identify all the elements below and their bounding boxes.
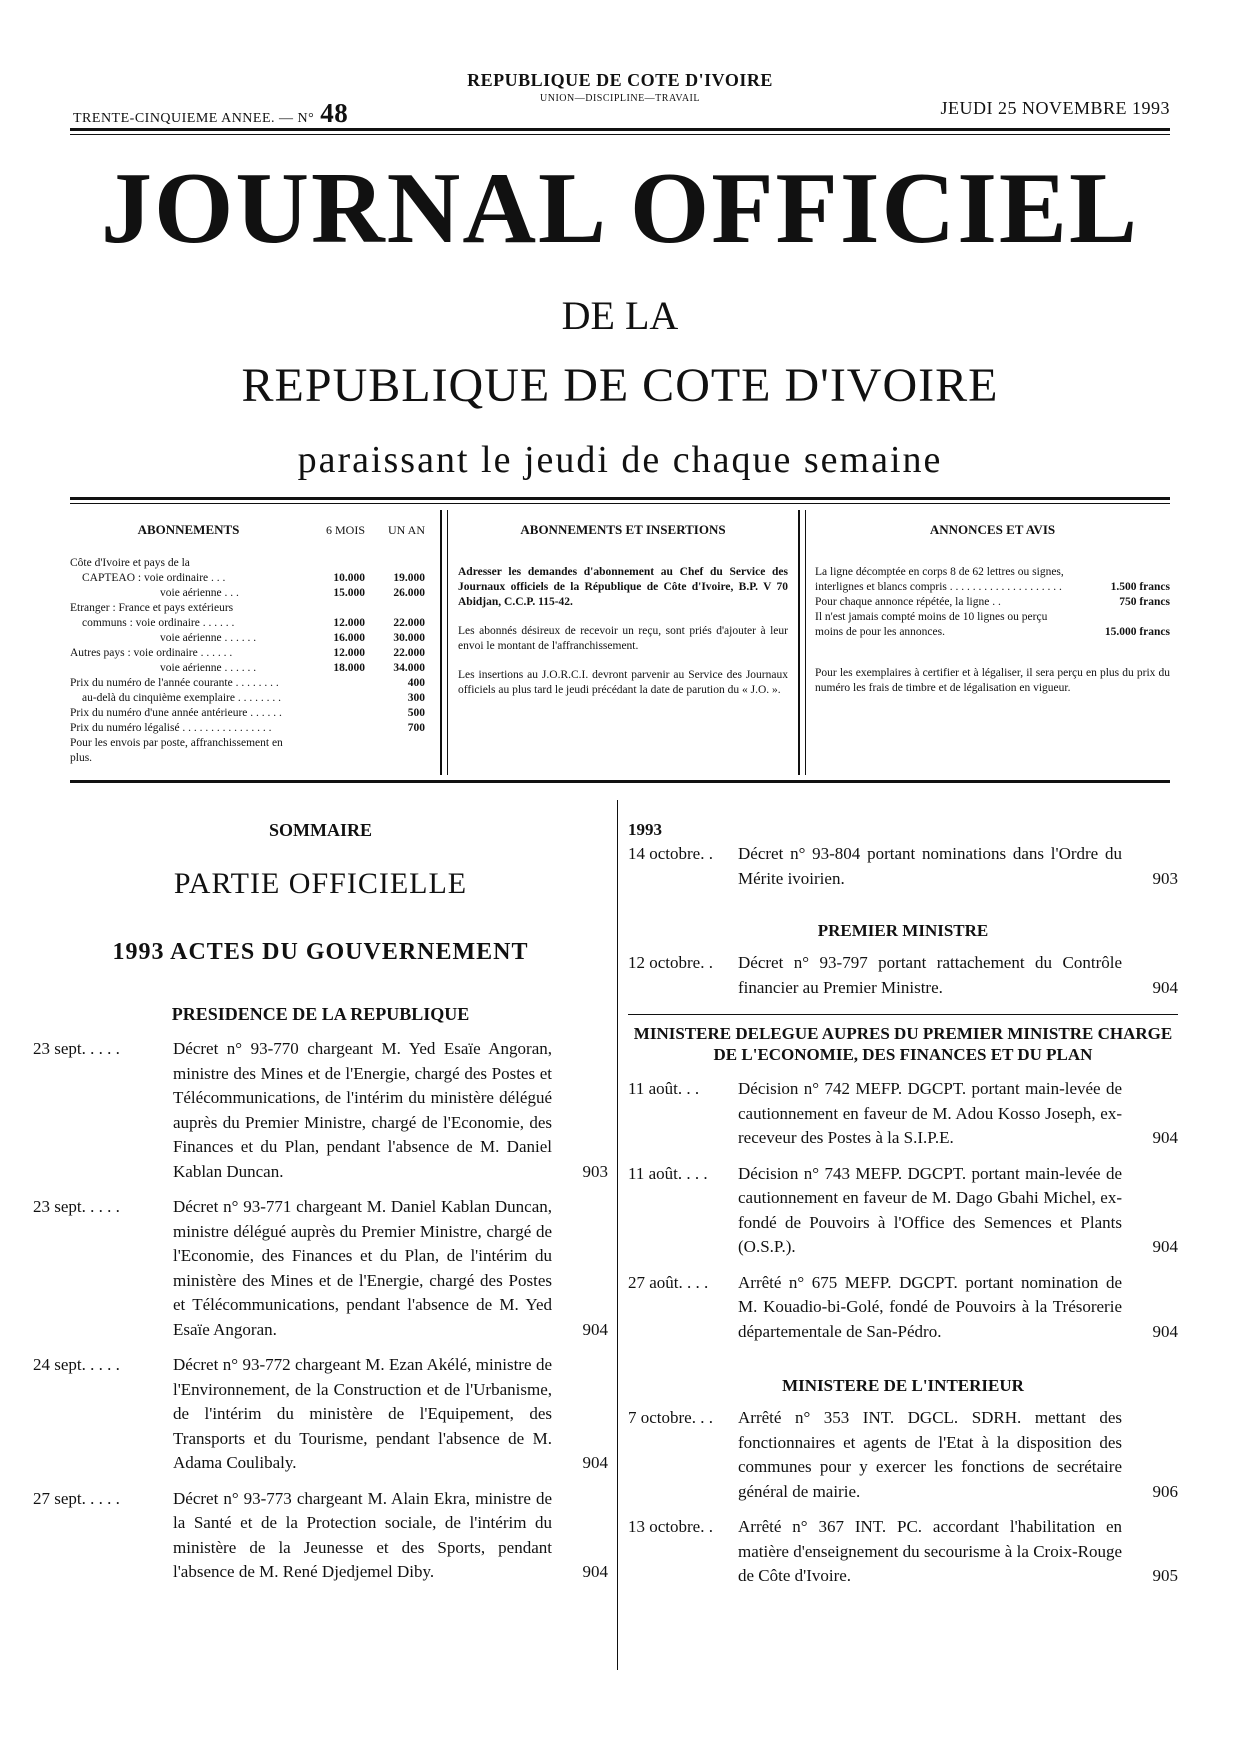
entry-date: 27 août. . . .	[628, 1272, 709, 1292]
issue-date: JEUDI 25 NOVEMBRE 1993	[940, 98, 1170, 118]
entry-date: 7 octobre. . .	[628, 1408, 713, 1427]
entry-date: 13 octobre. .	[628, 1517, 713, 1536]
interieur-entries	[628, 1406, 1178, 1589]
entry-date: 12 octobre. .	[628, 953, 713, 972]
entry-date: 23 sept. . . . .	[33, 1039, 120, 1058]
masthead-rule-thin	[70, 503, 1170, 504]
interieur-heading: MINISTERE DE L'INTERIEUR	[782, 1376, 1024, 1395]
entry-page: 904	[1152, 1237, 1178, 1256]
tarif-row	[70, 571, 425, 586]
issue-line	[73, 98, 348, 129]
tarif-unan: 30.000	[393, 632, 425, 644]
annonces-note: Pour les exemplaires à certifier et à légaliser, il sera perçu en plus du prix du numéro les frais de timbre et de légalisation en vigueur.	[815, 667, 1170, 694]
tarif-6mois: 10.000	[333, 572, 365, 584]
entry-page: 904	[1152, 977, 1178, 997]
insertions-p2: Les abonnés désireux de recevoir un reçu, sont priés d'ajouter à leur envoi le montant de l'affranchissement.	[458, 625, 788, 652]
tarif-row	[70, 586, 425, 601]
masthead-republic: REPUBLIQUE DE COTE D'IVOIRE	[241, 359, 999, 412]
toc-entry	[33, 1195, 608, 1342]
tarif-row	[70, 706, 425, 721]
masthead-rule	[70, 497, 1170, 500]
tarif-label: voie aérienne . . . . . .	[160, 662, 257, 674]
entry-date: 11 août. . .	[628, 1079, 700, 1098]
tarif-unan: 22.000	[393, 617, 425, 629]
tarif-unan: 19.000	[393, 572, 425, 584]
toc-entry	[33, 1487, 608, 1585]
tarif-row	[70, 601, 425, 616]
mef-heading: MINISTERE DELEGUE AUPRES DU PREMIER MINISTRE CHARGE DE L'ECONOMIE, DES FINANCES ET DU PLAN	[633, 1024, 1173, 1064]
tarif-unan: 34.000	[393, 662, 425, 674]
entry-text: Décision n° 742 MEFP. DGCPT. portant main-levée de cautionnement en faveur de M. Adou Kosso Joseph, ex-receveur des Postes à la S.I.P.E.	[738, 1079, 1122, 1147]
right-year: 1993	[628, 820, 662, 839]
col-6mois: 6 MOIS	[325, 523, 365, 537]
tarif-6mois	[307, 676, 365, 691]
tarif-row	[70, 661, 425, 676]
annonce-price: 1.500 francs	[1110, 581, 1170, 593]
box-bottom-rule	[70, 780, 1170, 783]
box-divider-2b	[805, 510, 806, 775]
entry-page: 903	[1152, 868, 1178, 888]
actes-heading: 1993 ACTES DU GOUVERNEMENT	[112, 939, 529, 965]
tarif-row	[70, 691, 425, 706]
tarif-unan: 300	[407, 692, 425, 704]
toc-entry	[628, 1271, 1178, 1345]
tarif-unan: 26.000	[393, 587, 425, 599]
left-column	[33, 820, 608, 1596]
abonnements-box	[70, 510, 425, 770]
tarif-unan	[365, 556, 425, 571]
journal-title: JOURNAL OFFICIEL	[101, 152, 1139, 265]
annonce-price: 15.000 francs	[1104, 626, 1170, 638]
annonce-row	[815, 595, 1170, 610]
tarif-unan	[365, 601, 425, 616]
tarif-6mois	[307, 706, 365, 721]
tarif-6mois: 12.000	[333, 617, 365, 629]
tarif-label: Côte d'Ivoire et pays de la	[70, 557, 190, 569]
entry-text: Décret n° 93-804 portant nominations dans l'Ordre du Mérite ivoirien.	[738, 844, 1122, 888]
annonce-row	[815, 565, 1170, 595]
country-name: REPUBLIQUE DE COTE D'IVOIRE	[467, 70, 773, 90]
entry-text: Décret n° 93-772 chargeant M. Ezan Akélé, ministre de l'Environnement, de la Construction et de l'Urbanisme, de l'intérim du ministère de l'Equipement, des Transports et du Tourisme, pendant l'absence de M. Adama Coulibaly.	[173, 1355, 552, 1472]
col-unan: UN AN	[387, 523, 425, 537]
entry-page: 905	[1152, 1566, 1178, 1585]
tarif-label: Etranger : France et pays extérieurs	[70, 602, 234, 614]
entry-page: 906	[1152, 1481, 1178, 1501]
column-divider	[617, 800, 618, 1670]
tarif-label: Autres pays : voie ordinaire . . . . . .	[70, 647, 233, 659]
entry-page: 904	[582, 1453, 608, 1472]
insertions-p1: Adresser les demandes d'abonnement au Chef du Service des Journaux officiels de la République de Côte d'Ivoire, B.P. V 70 Abidjan, C.C.P. 115-42.	[458, 566, 788, 608]
toc-entry	[33, 1037, 608, 1184]
entry-text: Arrêté n° 353 INT. DGCL. SDRH. mettant des fonctionnaires et agents de l'Etat à la disposition des communes pour y exercer les fonctions de secrétaire général de mairie.	[738, 1408, 1122, 1501]
annonce-price: 750 francs	[1119, 596, 1170, 608]
annonces-box	[815, 510, 1170, 770]
entry-page: 904	[582, 1319, 608, 1339]
entry-text: Décret n° 93-770 chargeant M. Yed Esaïe Angoran, ministre des Mines et de l'Energie, chargé des Postes et Télécommunications, de l'intérim du ministère délégué auprès du Premier Ministre, chargé de l'Economie, des Finances et du Plan, pendant l'absence de M. Daniel Kablan Duncan.	[173, 1039, 552, 1181]
entry-date: 24 sept. . . . .	[33, 1355, 120, 1374]
entry-page: 904	[1152, 1321, 1178, 1341]
entry-text: Décision n° 743 MEFP. DGCPT. portant main-levée de cautionnement en faveur de M. Dago Gbahi Michel, ex-fondé de Pouvoirs à l'Office des Semences et Plants (O.S.P.).	[738, 1163, 1122, 1256]
entry-date: 23 sept. . . . .	[33, 1197, 120, 1216]
tarif-6mois	[307, 691, 365, 706]
tarif-label: Prix du numéro d'une année antérieure . . . . . .	[70, 707, 282, 719]
tarif-unan	[365, 736, 425, 766]
entry-page: 903	[582, 1161, 608, 1181]
tarif-row	[70, 631, 425, 646]
pm-heading: PREMIER MINISTRE	[817, 921, 989, 940]
tarif-unan: 500	[407, 707, 425, 719]
tarif-unan: 700	[407, 722, 425, 734]
abonnements-heading: ABONNEMENTS	[137, 522, 240, 537]
toc-entry	[628, 842, 1178, 891]
tarif-row	[70, 616, 425, 631]
toc-entry	[628, 1077, 1178, 1151]
country-header	[440, 70, 800, 104]
tarif-unan: 400	[407, 677, 425, 689]
tarif-label: Prix du numéro de l'année courante . . . . . . . .	[70, 677, 279, 689]
annonce-label: Il n'est jamais compté moins de 10 lignes ou perçu moins de pour les annonces.	[815, 611, 1048, 638]
annonces-table	[815, 565, 1170, 640]
tarif-6mois: 16.000	[333, 632, 365, 644]
toc-entry	[33, 1353, 608, 1476]
toc-entry	[628, 1406, 1178, 1504]
toc-entry	[628, 1515, 1178, 1589]
tarif-row	[70, 676, 425, 691]
annonce-label: Pour chaque annonce répétée, la ligne . .	[815, 596, 1001, 608]
section-rule	[628, 1014, 1178, 1015]
tarif-label: voie aérienne . . . . . .	[160, 632, 257, 644]
entry-text: Décret n° 93-773 chargeant M. Alain Ekra, ministre de la Santé et de la Protection sociale, de l'intérim du ministère de la Jeunesse et des Sports, pendant l'absence de M. René Djedjemel Diby.	[173, 1488, 552, 1581]
tarif-row	[70, 646, 425, 661]
tarif-6mois	[307, 601, 365, 616]
year-label: TRENTE-CINQUIEME ANNEE. — N°	[73, 111, 315, 126]
toc-entry	[628, 951, 1178, 1000]
right-column	[628, 820, 1178, 1600]
tarif-6mois	[307, 736, 365, 766]
tarif-label: au-delà du cinquième exemplaire . . . . . . . .	[82, 692, 281, 704]
tarif-6mois: 15.000	[333, 587, 365, 599]
entry-page: 904	[1152, 1128, 1178, 1147]
masthead-frequency: paraissant le jeudi de chaque semaine	[297, 439, 943, 481]
tarif-unan: 22.000	[393, 647, 425, 659]
partie-heading: PARTIE OFFICIELLE	[173, 867, 468, 900]
insertions-heading: ABONNEMENTS ET INSERTIONS	[520, 522, 726, 537]
entry-text: Arrêté n° 367 INT. PC. accordant l'habilitation en matière d'enseignement du secourisme à la Croix-Rouge de Côte d'Ivoire.	[738, 1517, 1122, 1585]
masthead-de-la: DE LA	[561, 293, 679, 338]
tarif-table	[70, 556, 425, 766]
entry-text: Décret n° 93-797 portant rattachement du Contrôle financier au Premier Ministre.	[738, 953, 1122, 997]
motto: UNION—DISCIPLINE—TRAVAIL	[540, 93, 700, 104]
box-divider-1	[440, 510, 442, 775]
entry-date: 27 sept. . . . .	[33, 1488, 120, 1508]
header-rule-thin	[70, 134, 1170, 135]
tarif-6mois: 18.000	[333, 662, 365, 674]
tarif-label: Prix du numéro légalisé . . . . . . . . . . . . . . . .	[70, 722, 272, 734]
mef-entries	[628, 1077, 1178, 1344]
entry-date: 14 octobre. .	[628, 844, 713, 863]
abonnements-header	[70, 522, 425, 538]
header-rule	[70, 128, 1170, 131]
insertions-box	[458, 510, 788, 770]
tarif-6mois: 12.000	[333, 647, 365, 659]
presidence-heading: PRESIDENCE DE LA REPUBLIQUE	[171, 1004, 470, 1024]
entry-page: 904	[582, 1562, 608, 1581]
tarif-label: CAPTEAO : voie ordinaire . . .	[82, 572, 226, 584]
toc-entry	[628, 1162, 1178, 1260]
tarif-label: communs : voie ordinaire . . . . . .	[82, 617, 235, 629]
tarif-label: Pour les envois par poste, affranchissement en plus.	[70, 737, 283, 764]
issue-number: 48	[320, 98, 349, 128]
box-divider-1b	[447, 510, 448, 775]
annonce-row	[815, 610, 1170, 640]
left-entries	[33, 1037, 608, 1585]
tarif-6mois	[307, 721, 365, 736]
sommaire-heading: SOMMAIRE	[269, 820, 372, 840]
tarif-row	[70, 721, 425, 736]
tarif-label: voie aérienne . . .	[160, 587, 239, 599]
annonces-heading: ANNONCES ET AVIS	[929, 522, 1056, 537]
tarif-row	[70, 556, 425, 571]
entry-date: 11 août. . . .	[628, 1163, 708, 1183]
entry-text: Arrêté n° 675 MEFP. DGCPT. portant nomination de M. Kouadio-bi-Golé, fondé de Pouvoirs à la Trésorerie départementale de San-Pédro.	[738, 1272, 1122, 1341]
insertions-p3: Les insertions au J.O.R.C.I. devront parvenir au Service des Journaux officiels au plus tard le jeudi précédant la date de parution du « J.O. ».	[458, 669, 788, 696]
tarif-row	[70, 736, 425, 766]
box-divider-2	[798, 510, 800, 775]
tarif-6mois	[307, 556, 365, 571]
annonce-label: La ligne décomptée en corps 8 de 62 lettres ou signes, interlignes et blancs compris . . . . . . . . . . . . . . . . . . . .	[815, 566, 1064, 593]
entry-text: Décret n° 93-771 chargeant M. Daniel Kablan Duncan, ministre délégué auprès du Premier Ministre, chargé de l'Economie, des Finances et du Plan, de l'intérim du ministère des Mines et de l'Energie, chargé des Postes et Télécommunications, pendant l'absence de M. Yed Esaïe Angoran.	[173, 1197, 552, 1339]
